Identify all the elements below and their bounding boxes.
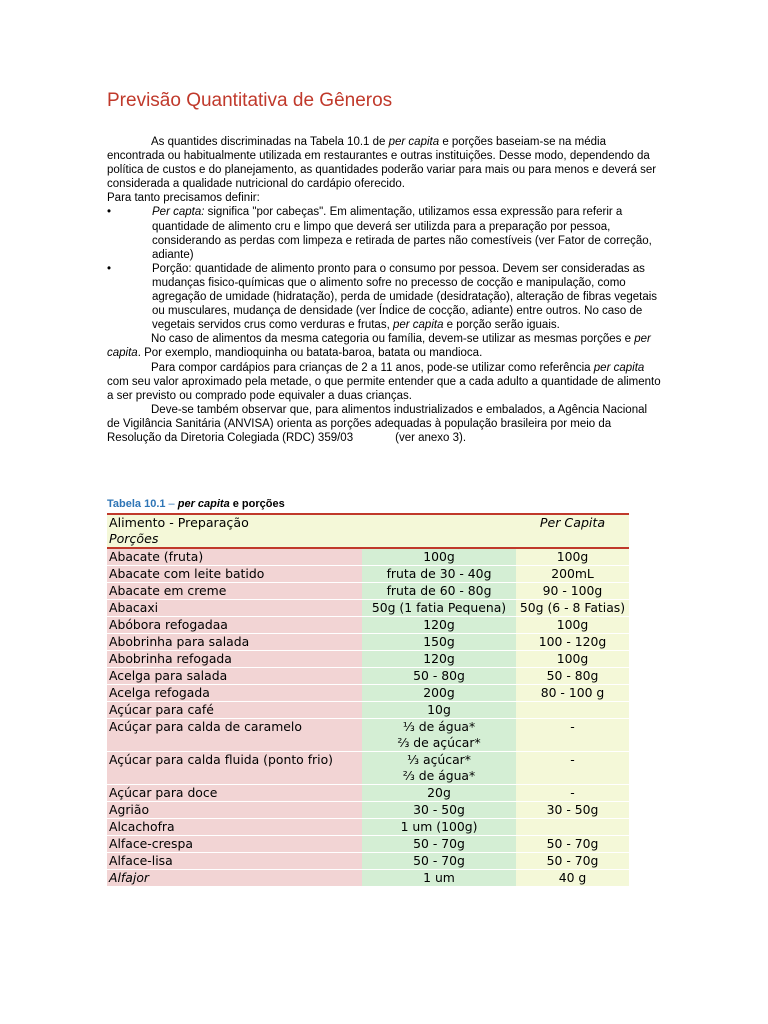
- caption-italic: per capita: [177, 498, 230, 510]
- cell-alimento: Açúcar para calda fluida (ponto frio): [107, 752, 362, 785]
- table-caption: [107, 498, 285, 510]
- table-row: [107, 617, 629, 634]
- cell-porcoes: [516, 702, 629, 719]
- table-row: [107, 566, 629, 583]
- table-row: [107, 870, 629, 887]
- text: Porção: quantidade de alimento pronto para o consumo por pessoa. Devem ser consideradas as mudanças fisico-químicas que o alimento sofre no precesso de cocção e manipulação, como agregação de umidade (hidratação), perda de umidade (desidratação), alteração de fibras vegetais ou musculares, mudança de densidade (ver Índice de cocção, adiante) entre outros. No caso de vegetais servidos crus como verduras e frutas,: [152, 262, 658, 332]
- cell-line: ⅓ açúcar*: [407, 752, 471, 767]
- cell-alimento: Açúcar para café: [107, 702, 362, 719]
- table-row: [107, 802, 629, 819]
- caption-dash: –: [165, 498, 178, 510]
- text: Deve-se também observar que, para alimentos industrializados e embalados, a Agência Nacional de Vigilância Sanitária (ANVISA) orienta as porções adequadas à população brasileira por meio da Resolução da Diretoria Colegiada (RDC) 359/03: [107, 403, 648, 444]
- cell-per-capita: 50 - 80g: [362, 668, 516, 685]
- cell-porcoes: 100g: [516, 651, 629, 668]
- cell-per-capita: [362, 719, 516, 752]
- table-row: [107, 548, 629, 566]
- cell-line: ⅔ de açúcar*: [397, 735, 481, 750]
- cell-alimento: Abobrinha refogada: [107, 651, 362, 668]
- portions-table: [107, 513, 629, 887]
- italic-text: Per capta:: [152, 206, 205, 219]
- cell-porcoes: 50 - 70g: [516, 853, 629, 870]
- cell-alimento: Abacate em creme: [107, 583, 362, 600]
- table-row: [107, 651, 629, 668]
- page-title: Previsão Quantitativa de Gêneros: [107, 90, 393, 111]
- italic-text: per capita: [388, 136, 440, 148]
- text: Para compor cardápios para crianças de 2 a 11 anos, pode-se utilizar como referência: [151, 361, 594, 374]
- caption-rest: e porções: [229, 498, 285, 510]
- cell-porcoes: 80 - 100 g: [516, 685, 629, 702]
- text: significa "por cabeças". Em alimentação, utilizamos essa expressão para referir a quantidade de alimento cru e limpo que deverá ser utilizda para a preparação por pessoa, considerando as perdas com limpeza e retirada de partes não comestíveis (ver Fator de correção, adiante): [152, 206, 652, 261]
- italic-text: per capita: [107, 333, 651, 360]
- header-per-capita: [516, 514, 629, 548]
- cell-porcoes: 30 - 50g: [516, 802, 629, 819]
- cell-alimento: Acelga para salada: [107, 668, 362, 685]
- table-row: [107, 702, 629, 719]
- cell-per-capita: 30 - 50g: [362, 802, 516, 819]
- cell-alimento: Alcachofra: [107, 819, 362, 836]
- cell-alimento: Açúcar para doce: [107, 785, 362, 802]
- cell-per-capita: 20g: [362, 785, 516, 802]
- italic-text: per capita: [593, 361, 645, 374]
- table-row: [107, 836, 629, 853]
- cell-per-capita: [362, 752, 516, 785]
- cell-per-capita: 50g (1 fatia Pequena): [362, 600, 516, 617]
- paragraph-anvisa: [107, 403, 663, 445]
- cell-per-capita: 200g: [362, 685, 516, 702]
- bullet-per-capita: [107, 205, 663, 261]
- text: As quantides discriminadas na Tabela 10.1 de: [151, 136, 389, 148]
- cell-per-capita: 1 um (100g): [362, 819, 516, 836]
- bullet-icon: •: [107, 206, 112, 219]
- bullet-icon: •: [107, 262, 112, 275]
- cell-alimento: Acelga refogada: [107, 685, 362, 702]
- header-label: Porções: [109, 531, 159, 546]
- header-label: Alimento - Preparação: [109, 515, 249, 530]
- cell-alimento: Alfajor: [107, 870, 362, 887]
- cell-line: ⅔ de água*: [402, 768, 476, 783]
- cell-porcoes: 50 - 80g: [516, 668, 629, 685]
- cell-line: ⅓ de água*: [402, 719, 476, 734]
- cell-per-capita: 100g: [362, 548, 516, 566]
- cell-alimento: Acúçar para calda de caramelo: [107, 719, 362, 752]
- italic-text: per capita: [392, 319, 444, 332]
- paragraph-define: Para tanto precisamos definir:: [107, 192, 260, 205]
- header-label: Per Capita: [539, 515, 606, 530]
- caption-label: Tabela 10.1: [107, 498, 166, 510]
- cell-per-capita: 120g: [362, 617, 516, 634]
- table-row: [107, 853, 629, 870]
- table-row: [107, 752, 629, 785]
- cell-porcoes: 90 - 100g: [516, 583, 629, 600]
- cell-porcoes: 100 - 120g: [516, 634, 629, 651]
- cell-porcoes: 200mL: [516, 566, 629, 583]
- text: e porções baseiam-se na média encontrada ou habitualmente utilizada em restaurantes e outras instituições. Desse modo, dependendo da política de custos e do planejamento, as quantidades poderão variar para mais ou para menos e deverá ser considerada a qualidade nutricional do cardápio oferecido.: [107, 136, 657, 191]
- cell-alimento: Abóbora refogadaa: [107, 617, 362, 634]
- cell-porcoes: -: [516, 785, 629, 802]
- table-header-row: [107, 514, 629, 548]
- table-row: [107, 583, 629, 600]
- document-body: [107, 135, 663, 445]
- cell-per-capita: fruta de 30 - 40g: [362, 566, 516, 583]
- cell-porcoes: -: [516, 719, 629, 752]
- table-row: [107, 600, 629, 617]
- cell-alimento: Alface-lisa: [107, 853, 362, 870]
- paragraph-categoria: [107, 332, 663, 360]
- cell-per-capita: fruta de 60 - 80g: [362, 583, 516, 600]
- cell-porcoes: 50g (6 - 8 Fatias): [516, 600, 629, 617]
- header-alimento: [107, 514, 516, 548]
- paragraph-criancas: [107, 361, 663, 403]
- cell-per-capita: 50 - 70g: [362, 836, 516, 853]
- cell-per-capita: 10g: [362, 702, 516, 719]
- annex-reference: (ver anexo 3).: [395, 431, 467, 444]
- cell-alimento: Abacaxi: [107, 600, 362, 617]
- cell-alimento: Alface-crespa: [107, 836, 362, 853]
- cell-porcoes: 100g: [516, 617, 629, 634]
- text: No caso de alimentos da mesma categoria ou família, devem-se utilizar as mesmas porções e: [151, 333, 635, 346]
- cell-per-capita: 1 um: [362, 870, 516, 887]
- cell-porcoes: 100g: [516, 548, 629, 566]
- cell-alimento: Abacate (fruta): [107, 548, 362, 566]
- paragraph-intro: [107, 135, 663, 191]
- table-row: [107, 785, 629, 802]
- cell-porcoes: 50 - 70g: [516, 836, 629, 853]
- text: com seu valor aproximado pela metade, o que permite entender que a cada adulto a quantidade de alimento a ser previsto ou comprado pode equivaler a duas crianças.: [107, 375, 661, 402]
- cell-alimento: Agrião: [107, 802, 362, 819]
- cell-alimento: Abobrinha para salada: [107, 634, 362, 651]
- bullet-porcao: [107, 262, 663, 332]
- cell-alimento: Abacate com leite batido: [107, 566, 362, 583]
- text: . Por exemplo, mandioquinha ou batata-baroa, batata ou mandioca.: [137, 347, 483, 360]
- text: e porção serão iguais.: [443, 319, 560, 332]
- cell-porcoes: [516, 819, 629, 836]
- cell-per-capita: 50 - 70g: [362, 853, 516, 870]
- cell-porcoes: 40 g: [516, 870, 629, 887]
- table-row: [107, 719, 629, 752]
- cell-per-capita: 150g: [362, 634, 516, 651]
- cell-per-capita: 120g: [362, 651, 516, 668]
- table-row: [107, 819, 629, 836]
- table-row: [107, 668, 629, 685]
- table-row: [107, 685, 629, 702]
- table-row: [107, 634, 629, 651]
- cell-porcoes: -: [516, 752, 629, 785]
